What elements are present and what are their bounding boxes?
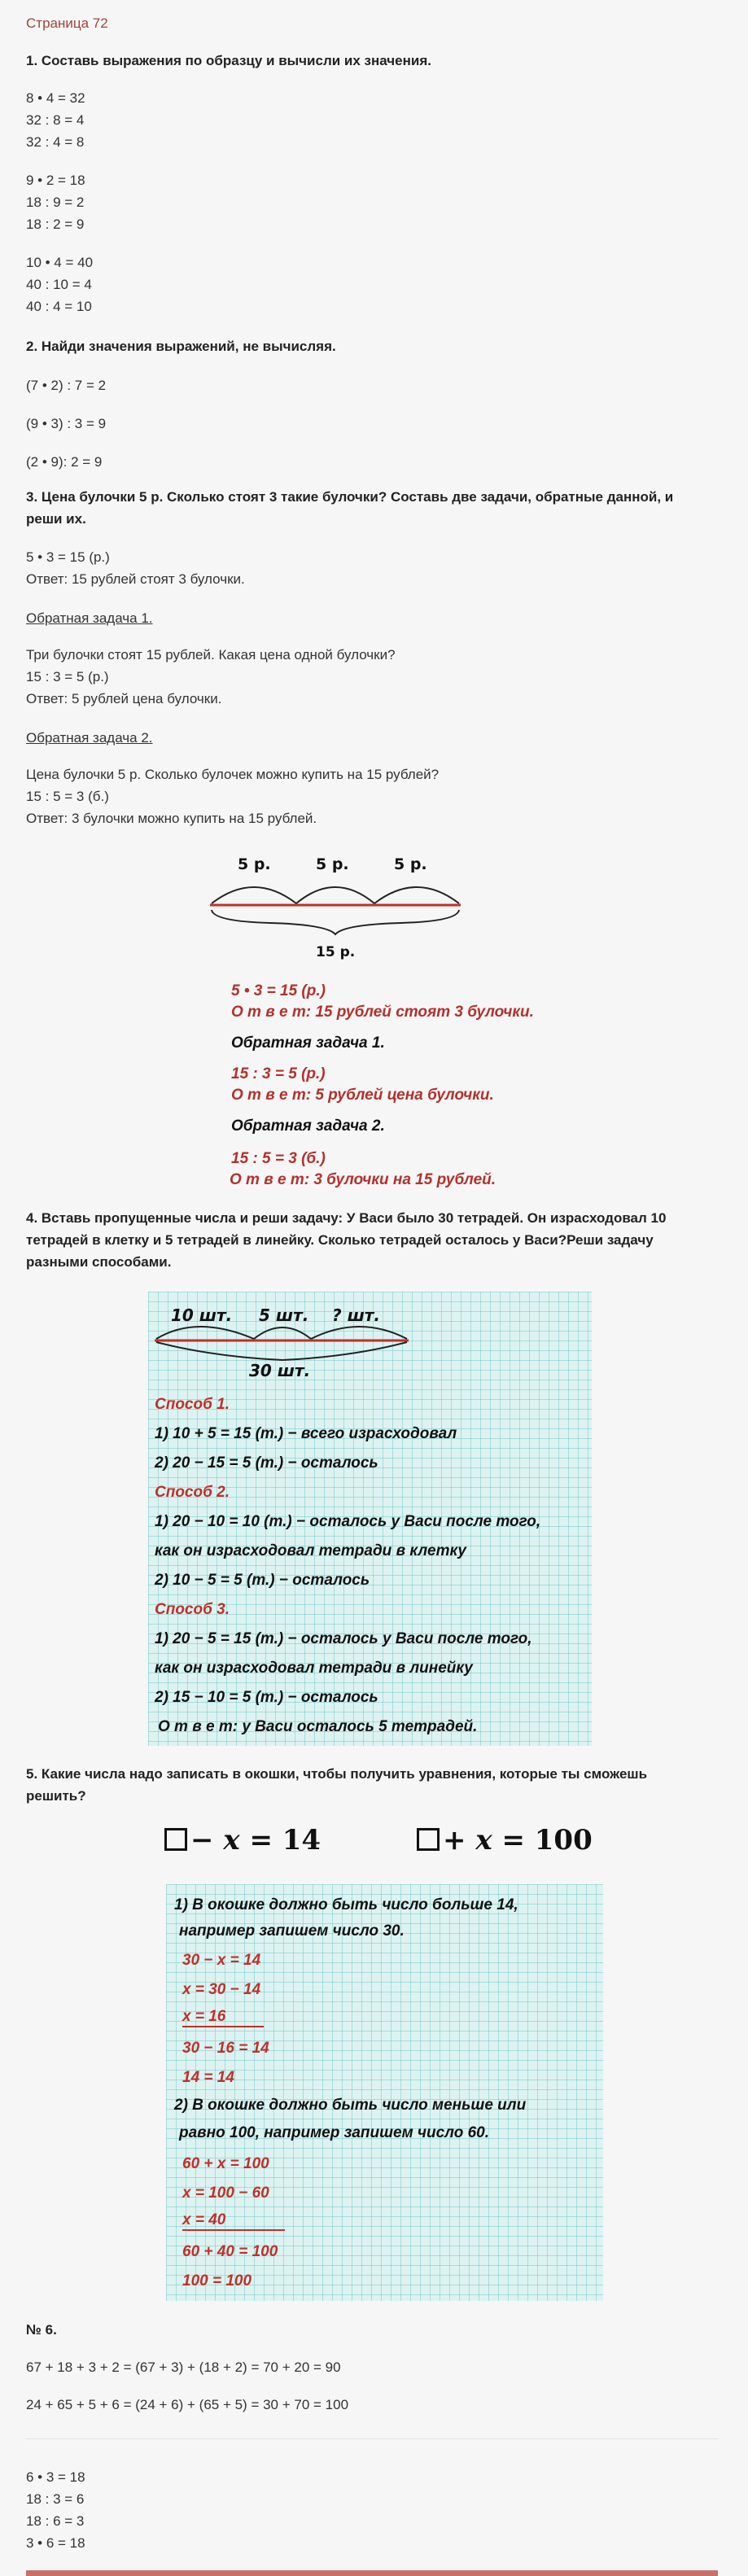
inv1-solution: 15 : 3 = 5 (р.) [26, 669, 109, 684]
equations-figure [166, 1884, 603, 2301]
inv1-text: Три булочки стоят 15 рублей. Какая цена одной булочки? [26, 647, 396, 663]
step: 60 + 40 = 100 [182, 2243, 278, 2260]
inv2-solution: 15 : 5 = 3 (б.) [26, 789, 109, 804]
seg-label: 10 шт. [171, 1305, 233, 1325]
task-3-title-cont: реши их. [26, 511, 86, 527]
task-2-title: 2. Найди значения выражений, не вычисляя. [26, 339, 336, 354]
arc [311, 1327, 407, 1339]
arc [212, 887, 296, 903]
t2-line: (9 • 3) : 3 = 9 [26, 416, 107, 431]
empty-box-icon [164, 1828, 187, 1851]
answer: О т в е т: у Васи осталось 5 тетрадей. [158, 1718, 478, 1735]
step: 30 − x = 14 [182, 1952, 261, 1969]
bun-price-figure [205, 846, 547, 1188]
arc [374, 887, 459, 903]
t1-line: 32 : 4 = 8 [26, 134, 85, 150]
step: x = 30 − 14 [182, 1981, 261, 1998]
fig-line: 15 : 5 = 3 (б.) [231, 1150, 326, 1167]
bottom-bar [26, 2570, 718, 2576]
step: 60 + x = 100 [182, 2155, 269, 2172]
seg-label: ? шт. [332, 1305, 380, 1325]
notebooks-figure [148, 1292, 592, 1746]
method-2-title: Способ 2. [155, 1484, 230, 1501]
step: 30 − 16 = 14 [182, 2040, 269, 2057]
step: 2) 15 − 10 = 5 (т.) − осталось [155, 1689, 378, 1706]
total-label: 15 р. [316, 944, 356, 960]
step: как он израсходовал тетради в клетку [155, 1542, 466, 1559]
section-divider [26, 2438, 718, 2439]
seg-label: 5 р. [238, 855, 271, 873]
t7-line: 6 • 3 = 18 [26, 2469, 85, 2485]
step: как он израсходовал тетради в линейку [155, 1660, 473, 1677]
inv1-answer: Ответ: 5 рублей цена булочки. [26, 691, 222, 706]
part-1-text: например запишем число 30. [179, 1922, 405, 1940]
t6-line: 67 + 18 + 3 + 2 = (67 + 3) + (18 + 2) = 70 + 20 = 90 [26, 2360, 341, 2375]
step: 2) 20 − 15 = 5 (т.) − осталось [155, 1454, 378, 1472]
page-title[interactable]: Страница 72 [26, 15, 108, 31]
part-2-text: равно 100, например запишем число 60. [179, 2124, 490, 2141]
total-label: 30 шт. [249, 1361, 311, 1380]
inverse-task-2-title: Обратная задача 2. [26, 730, 153, 746]
segment-diagram [148, 1292, 592, 1381]
t7-line: 18 : 6 = 3 [26, 2513, 85, 2529]
segment-diagram [205, 846, 547, 960]
arc [296, 887, 374, 903]
task-4-title: 4. Вставь пропущенные числа и реши задачу: У Васи было 30 тетрадей. Он израсходовал 10 [26, 1210, 667, 1226]
t1-line: 40 : 10 = 4 [26, 277, 92, 292]
task-5-title-cont: решить? [26, 1788, 86, 1804]
brace [212, 910, 459, 934]
part-1-text: 1) В окошке должно быть число больше 14, [174, 1896, 518, 1913]
t1-line: 18 : 2 = 9 [26, 216, 85, 232]
step: 1) 20 − 5 = 15 (т.) − осталось у Васи после того, [155, 1630, 532, 1647]
task-4-title-cont: разными способами. [26, 1254, 172, 1270]
task-6-title: № 6. [26, 2322, 57, 2338]
part-2-text: 2) В окошке должно быть число меньше или [174, 2097, 527, 2114]
arc [254, 1327, 311, 1339]
task-1-title: 1. Составь выражения по образцу и вычисли их значения. [26, 53, 431, 68]
task-3-title: 3. Цена булочки 5 р. Сколько стоят 3 такие булочки? Составь две задачи, обратные данной, и [26, 489, 674, 505]
t2-line: (7 • 2) : 7 = 2 [26, 378, 107, 393]
equation-plus: + x = 100 [417, 1828, 593, 1852]
step: x = 100 − 60 [182, 2185, 269, 2202]
fig-line: 15 : 3 = 5 (р.) [231, 1065, 326, 1082]
t2-line: (2 • 9): 2 = 9 [26, 454, 103, 470]
empty-box-icon [417, 1828, 440, 1851]
step: x = 16 [182, 2008, 264, 2027]
inverse-task-1-title: Обратная задача 1. [26, 610, 153, 626]
step: x = 40 [182, 2211, 285, 2231]
task-5-title: 5. Какие числа надо записать в окошки, чтобы получить уравнения, которые ты сможешь [26, 1766, 648, 1782]
t1-line: 40 : 4 = 10 [26, 299, 92, 314]
seg-label: 5 шт. [259, 1305, 309, 1325]
t1-line: 32 : 8 = 4 [26, 112, 85, 128]
step: 2) 10 − 5 = 5 (т.) − осталось [155, 1572, 370, 1589]
method-3-title: Способ 3. [155, 1601, 230, 1618]
method-1-title: Способ 1. [155, 1396, 230, 1413]
t7-line: 18 : 3 = 6 [26, 2491, 85, 2507]
t6-line: 24 + 65 + 5 + 6 = (24 + 6) + (65 + 5) = 30 + 70 = 100 [26, 2397, 349, 2412]
t7-line: 3 • 6 = 18 [26, 2535, 85, 2551]
seg-label: 5 р. [316, 855, 349, 873]
t1-line: 9 • 2 = 18 [26, 173, 85, 188]
step: 1) 20 − 10 = 10 (т.) − осталось у Васи после того, [155, 1513, 541, 1530]
t3-solution: 5 • 3 = 15 (р.) [26, 549, 110, 565]
fig-line: 5 • 3 = 15 (р.) [231, 982, 326, 999]
fig-line: Обратная задача 2. [231, 1117, 385, 1135]
t3-answer: Ответ: 15 рублей стоят 3 булочки. [26, 571, 245, 587]
t1-line: 10 • 4 = 40 [26, 255, 94, 270]
fig-line: О т в е т: 3 булочки на 15 рублей. [230, 1171, 496, 1188]
fig-line: О т в е т: 15 рублей стоят 3 булочки. [231, 1004, 534, 1021]
task-4-title-cont: тетрадей в клетку и 5 тетрадей в линейку. Сколько тетрадей осталось у Васи?Реши задачу [26, 1232, 654, 1248]
step: 100 = 100 [182, 2272, 252, 2290]
t1-line: 18 : 9 = 2 [26, 195, 85, 210]
arc [156, 1327, 254, 1339]
step: 1) 10 + 5 = 15 (т.) − всего израсходовал [155, 1425, 457, 1442]
total-arc [156, 1342, 407, 1360]
fig-line: О т в е т: 5 рублей цена булочки. [231, 1087, 494, 1104]
inv2-text: Цена булочки 5 р. Сколько булочек можно купить на 15 рублей? [26, 767, 440, 782]
fig-line: Обратная задача 1. [231, 1034, 385, 1052]
step: 14 = 14 [182, 2069, 234, 2086]
seg-label: 5 р. [394, 855, 427, 873]
t1-line: 8 • 4 = 32 [26, 90, 85, 106]
equation-minus: − x = 14 [164, 1828, 321, 1852]
inv2-answer: Ответ: 3 булочки можно купить на 15 рублей. [26, 811, 317, 826]
